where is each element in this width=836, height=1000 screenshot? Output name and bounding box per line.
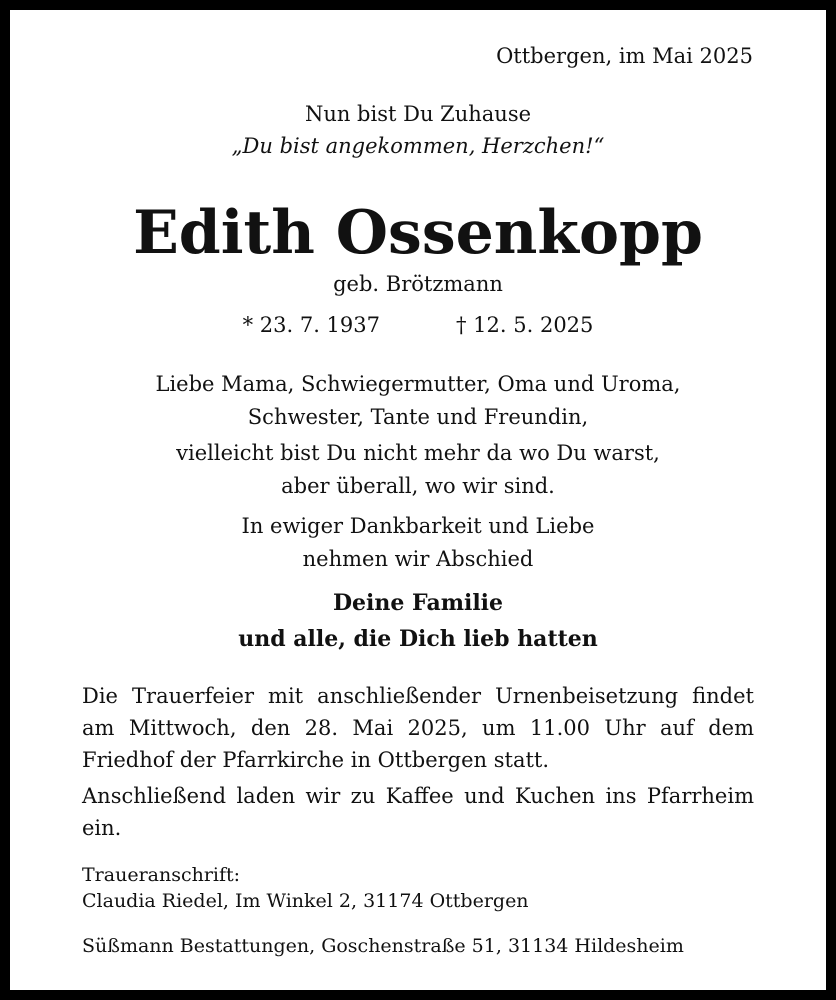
undertaker: Süßmann Bestattungen, Goschenstraße 51, 31134 Hildesheim — [82, 935, 684, 957]
farewell-line: In ewiger Dankbarkeit und Liebe — [241, 514, 595, 538]
farewell-line: nehmen wir Abschied — [302, 547, 534, 571]
motto-quote: „Du bist angekommen, Herzchen!“ — [231, 134, 605, 158]
verse-line: Liebe Mama, Schwiegermutter, Oma und Uroma, — [155, 372, 681, 396]
verse-line: aber überall, wo wir sind. — [281, 474, 555, 498]
ceremony-info — [82, 680, 754, 844]
address-label: Traueranschrift: — [82, 864, 241, 886]
signature-line: Deine Familie — [332, 590, 504, 616]
birth-date: * 23. 7. 1937 — [242, 313, 380, 337]
reception-paragraph: Anschließend laden wir zu Kaffee und Kuchen ins Pfarrheim ein. — [82, 784, 754, 840]
motto — [10, 98, 826, 162]
address-value: Claudia Riedel, Im Winkel 2, 31174 Ottbergen — [82, 890, 529, 912]
verse-line: vielleicht bist Du nicht mehr da wo Du warst, — [176, 441, 660, 465]
ceremony-paragraph: Die Trauerfeier mit anschließender Urnenbeisetzung findet am Mittwoch, den 28. Mai 2025, um 11.00 Uhr auf dem Friedhof der Pfarrkirche in Ottbergen statt. — [82, 684, 754, 772]
motto-line: Nun bist Du Zuhause — [304, 102, 532, 126]
signature-line: und alle, die Dich lieb hatten — [238, 626, 598, 652]
life-dates — [10, 313, 826, 337]
obituary-notice — [10, 10, 826, 990]
verse — [10, 368, 826, 503]
place-date: Ottbergen, im Mai 2025 — [496, 44, 753, 68]
death-date: † 12. 5. 2025 — [456, 313, 594, 337]
verse-line: Schwester, Tante und Freundin, — [247, 405, 589, 429]
deceased-name: Edith Ossenkopp — [133, 198, 703, 268]
signature — [10, 585, 826, 657]
farewell — [10, 510, 826, 576]
mourning-address — [82, 862, 529, 914]
maiden-name: geb. Brötzmann — [333, 272, 503, 296]
